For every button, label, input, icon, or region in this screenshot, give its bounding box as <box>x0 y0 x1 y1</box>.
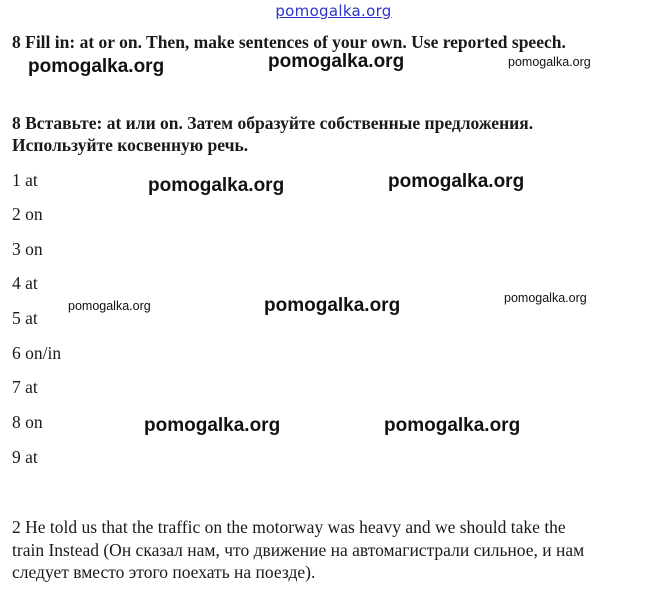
example-sentence <box>12 516 662 584</box>
exercise-heading-ru-line2: Используйте косвенную речь. <box>12 135 249 155</box>
answer-item: 6 on/in <box>12 343 62 363</box>
watermark: pomogalka.org <box>68 299 151 313</box>
watermark: pomogalka.org <box>384 415 521 436</box>
answer-item: 4 at <box>12 273 38 293</box>
answer-item: 8 on <box>12 412 43 432</box>
watermark: pomogalka.org <box>388 171 525 192</box>
example-line: 2 He told us that the traffic on the motorway was heavy and we should take the <box>12 517 566 537</box>
example-line: следует вместо этого поехать на поезде). <box>12 562 316 582</box>
answer-item: 7 at <box>12 377 38 397</box>
watermark: pomogalka.org <box>144 415 281 436</box>
answer-item: 3 on <box>12 239 43 259</box>
watermark: pomogalka.org <box>504 291 587 305</box>
watermark: pomogalka.org <box>28 56 165 77</box>
answer-item: 1 at <box>12 170 38 190</box>
answer-item: 2 on <box>12 204 43 224</box>
watermark: pomogalka.org <box>508 55 591 69</box>
answer-item: 9 at <box>12 447 38 467</box>
answer-item: 5 at <box>12 308 38 328</box>
exercise-heading-en: 8 Fill in: at or on. Then, make sentences of your own. Use reported speech. <box>12 32 566 52</box>
site-header-link[interactable]: pomogalka.org <box>275 2 392 20</box>
watermark: pomogalka.org <box>148 175 285 196</box>
watermark: pomogalka.org <box>268 51 405 72</box>
watermark: pomogalka.org <box>264 295 401 316</box>
exercise-heading-ru-line1: 8 Вставьте: at или on. Затем образуйте собственные предложения. <box>12 113 534 133</box>
example-line: train Instead (Он сказал нам, что движение на автомагистрали сильное, и нам <box>12 539 585 560</box>
